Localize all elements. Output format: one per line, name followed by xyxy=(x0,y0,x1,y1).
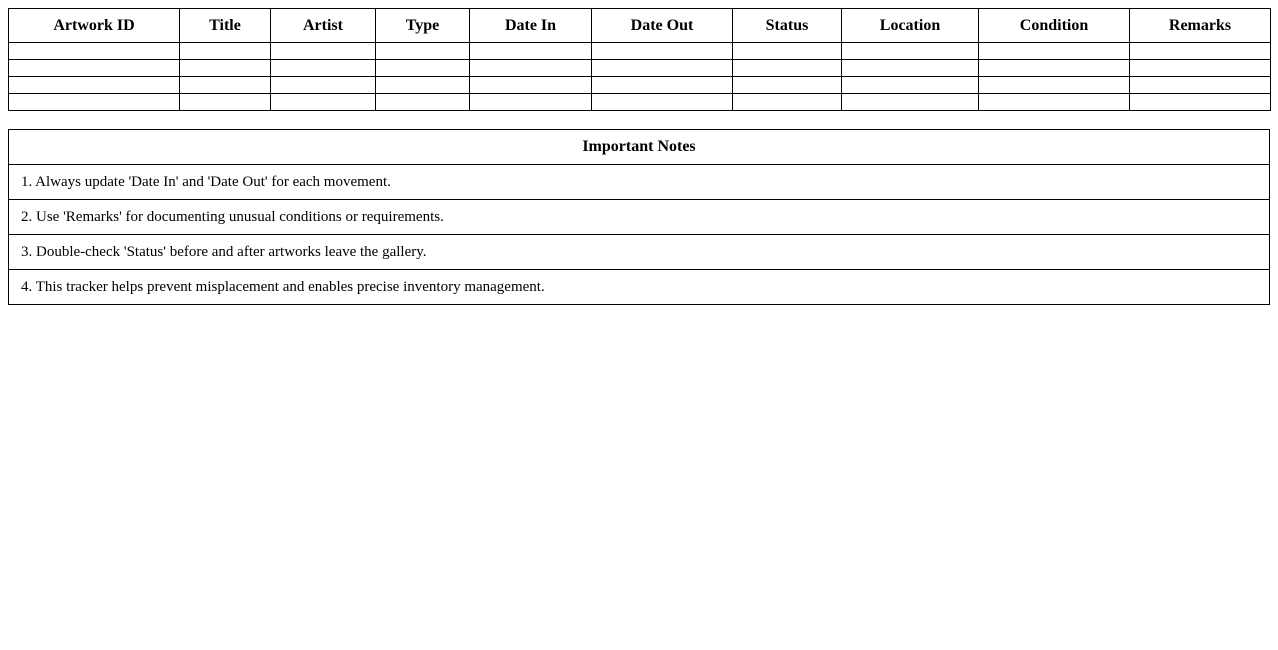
column-header-title: Title xyxy=(180,9,271,43)
note-row xyxy=(9,270,1270,305)
table-cell[interactable] xyxy=(842,94,979,111)
table-cell[interactable] xyxy=(9,77,180,94)
column-header-location: Location xyxy=(842,9,979,43)
table-cell[interactable] xyxy=(376,43,470,60)
table-cell[interactable] xyxy=(180,77,271,94)
table-cell[interactable] xyxy=(376,60,470,77)
table-cell[interactable] xyxy=(470,60,592,77)
column-header-date-in: Date In xyxy=(470,9,592,43)
column-header-artwork-id: Artwork ID xyxy=(9,9,180,43)
column-header-remarks: Remarks xyxy=(1130,9,1271,43)
table-cell[interactable] xyxy=(9,43,180,60)
table-row xyxy=(9,77,1271,94)
notes-header-row xyxy=(9,130,1270,165)
table-cell[interactable] xyxy=(180,94,271,111)
table-cell[interactable] xyxy=(470,77,592,94)
note-row xyxy=(9,235,1270,270)
table-cell[interactable] xyxy=(979,60,1130,77)
column-header-condition: Condition xyxy=(979,9,1130,43)
note-item: 2. Use 'Remarks' for documenting unusual conditions or requirements. xyxy=(9,200,1270,235)
notes-title: Important Notes xyxy=(9,130,1270,165)
table-cell[interactable] xyxy=(271,94,376,111)
important-notes-table xyxy=(8,129,1270,305)
table-cell[interactable] xyxy=(733,77,842,94)
table-cell[interactable] xyxy=(376,77,470,94)
table-cell[interactable] xyxy=(592,43,733,60)
table-cell[interactable] xyxy=(842,43,979,60)
table-cell[interactable] xyxy=(180,43,271,60)
table-cell[interactable] xyxy=(592,94,733,111)
table-row xyxy=(9,60,1271,77)
table-cell[interactable] xyxy=(592,77,733,94)
table-cell[interactable] xyxy=(9,94,180,111)
column-header-artist: Artist xyxy=(271,9,376,43)
note-item: 4. This tracker helps prevent misplacement and enables precise inventory management. xyxy=(9,270,1270,305)
note-item: 1. Always update 'Date In' and 'Date Out' for each movement. xyxy=(9,165,1270,200)
note-item: 3. Double-check 'Status' before and after artworks leave the gallery. xyxy=(9,235,1270,270)
table-cell[interactable] xyxy=(271,43,376,60)
table-cell[interactable] xyxy=(470,94,592,111)
column-header-date-out: Date Out xyxy=(592,9,733,43)
table-cell[interactable] xyxy=(376,94,470,111)
column-header-status: Status xyxy=(733,9,842,43)
table-cell[interactable] xyxy=(979,77,1130,94)
table-cell[interactable] xyxy=(9,60,180,77)
table-cell[interactable] xyxy=(180,60,271,77)
table-cell[interactable] xyxy=(979,43,1130,60)
table-cell[interactable] xyxy=(470,43,592,60)
table-cell[interactable] xyxy=(1130,43,1271,60)
artwork-tracker-table xyxy=(8,8,1271,111)
table-cell[interactable] xyxy=(733,60,842,77)
table-cell[interactable] xyxy=(1130,60,1271,77)
table-cell[interactable] xyxy=(271,77,376,94)
table-cell[interactable] xyxy=(1130,77,1271,94)
table-cell[interactable] xyxy=(1130,94,1271,111)
table-cell[interactable] xyxy=(842,77,979,94)
table-cell[interactable] xyxy=(842,60,979,77)
note-row xyxy=(9,200,1270,235)
page xyxy=(8,8,1270,305)
table-cell[interactable] xyxy=(733,43,842,60)
table-row xyxy=(9,43,1271,60)
table-cell[interactable] xyxy=(592,60,733,77)
table-cell[interactable] xyxy=(979,94,1130,111)
note-row xyxy=(9,165,1270,200)
table-cell[interactable] xyxy=(271,60,376,77)
column-header-type: Type xyxy=(376,9,470,43)
header-row xyxy=(9,9,1271,43)
table-cell[interactable] xyxy=(733,94,842,111)
table-row xyxy=(9,94,1271,111)
